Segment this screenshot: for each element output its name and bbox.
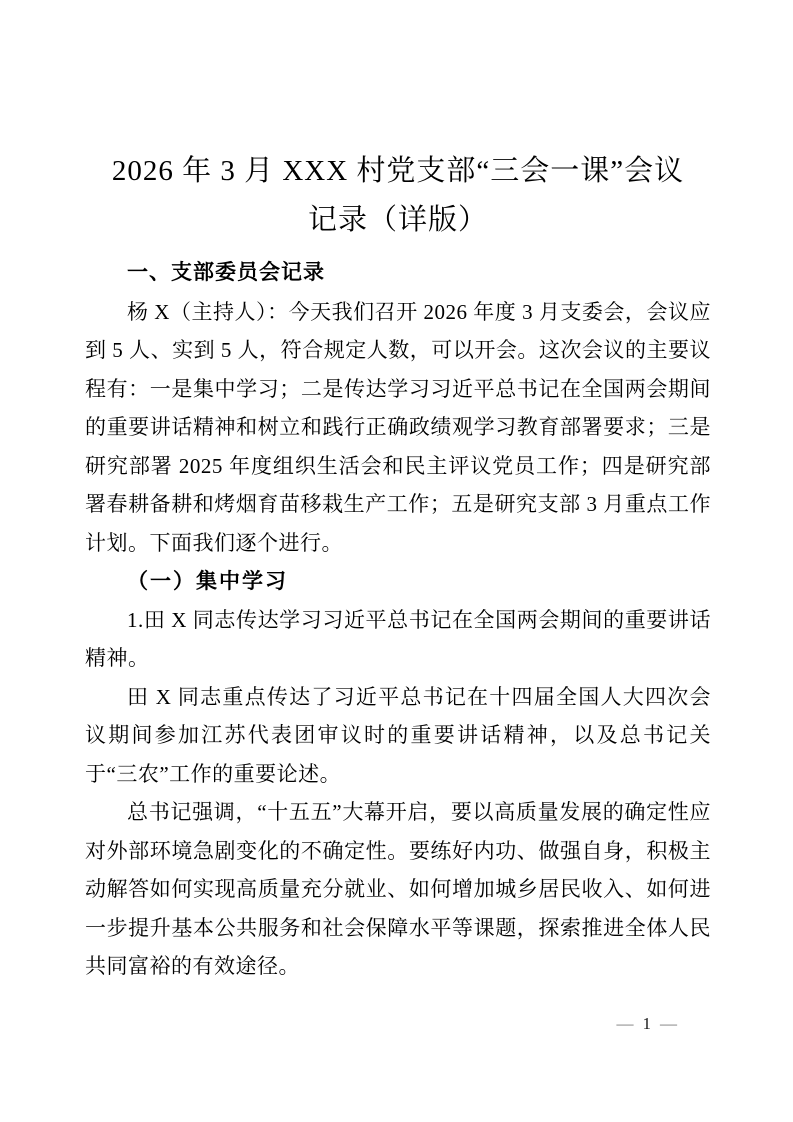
page-number-dash-right: — (660, 1014, 677, 1033)
page-number-value: 1 (642, 1014, 651, 1033)
document-title (85, 147, 711, 245)
paragraph-study-item-1: 1.田 X 同志传达学习习近平总书记在全国两会期间的重要讲话精神。 (85, 607, 711, 670)
document-title-line-1: 2026 年 3 月 XXX 村党支部“三会一课”会议 (111, 155, 685, 187)
page-number-dash-left: — (616, 1014, 634, 1033)
section-heading-branch-committee-record: 一、支部委员会记录 (127, 261, 325, 284)
page-number (617, 1012, 678, 1036)
paragraph-speech-summary: 田 X 同志重点传达了习近平总书记在十四届全国人大四次会议期间参加江苏代表团审议时的重要讲话精神，以及总书记关于“三农”工作的重要论述。 (85, 684, 711, 786)
document-content (85, 0, 711, 986)
document-title-line-2: 记录（详版） (307, 204, 488, 236)
document-body (85, 254, 711, 986)
sub-heading-collective-study: （一）集中学习 (127, 569, 288, 593)
paragraph-emphasis: 总书记强调，“十五五”大幕开启，要以高质量发展的确定性应对外部环境急剧变化的不确定性。要练好内功、做强自身，积极主动解答如何实现高质量充分就业、如何增加城乡居民收入、如何进一步提升基本公共服务和社会保障水平等课题，探索推进全体人民共同富裕的有效途径。 (85, 800, 711, 978)
paragraph-host-opening: 杨 X（主持人）：今天我们召开 2026 年度 3 月支委会，会议应到 5 人、实到 5 人，符合规定人数，可以开会。这次会议的主要议程有：一是集中学习；二是传达学习习近平总书记在全国两会期间的重要讲话精神和树立和践行正确政绩观学习教育部署要求；三是研究部署 2025 年度组织生活会和民主评议党员工作；四是研究部署春耕备耕和烤烟育苗移栽生产工作；五是研究支部 3 月重点工作计划。下面我们逐个进行。 (85, 299, 711, 555)
